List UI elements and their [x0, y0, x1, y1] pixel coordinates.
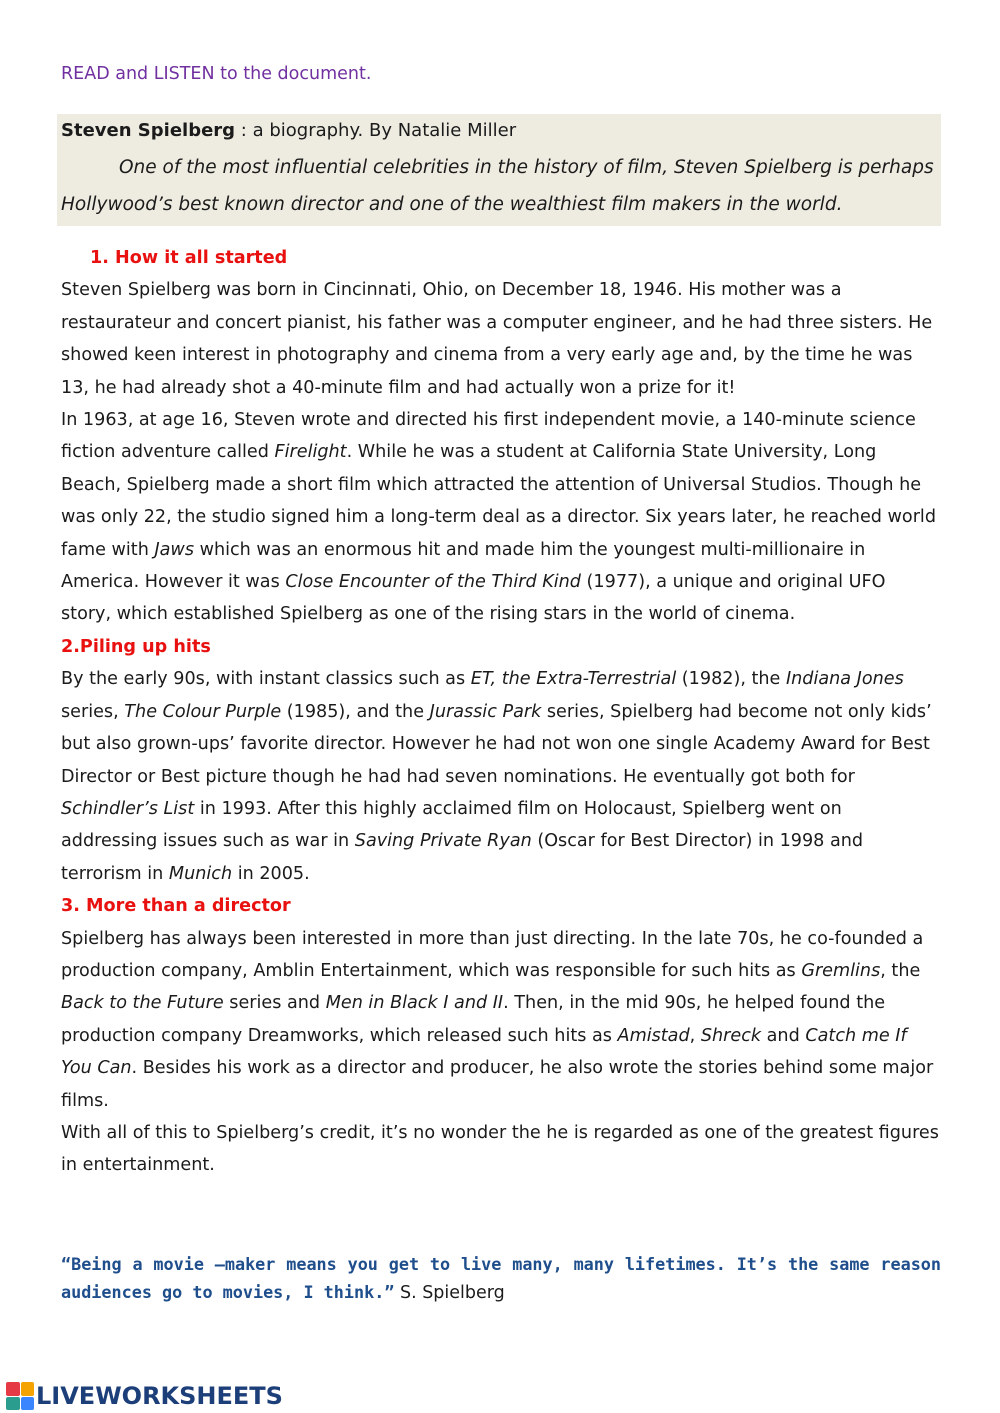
- film-title: Amistad: [617, 1025, 690, 1046]
- film-title: Jaws: [154, 539, 194, 560]
- film-title: Indiana Jones: [785, 669, 904, 690]
- paragraph-birth: Steven Spielberg was born in Cincinnati, Ohio, on December 18, 1946. His mother was a restaurateur and concert pianist, his father was a computer engineer, and he had three sisters. He showed keen interest in photography and cinema from a very early age and, by the time he was 13, he had already shot a 40-minute film and had actually won a prize for it!: [61, 280, 933, 398]
- film-title: Back to the Future: [61, 993, 224, 1014]
- paragraph-conclusion: With all of this to Spielberg’s credit, it’s no wonder the he is regarded as one of the greatest figures in entertainment.: [61, 1122, 939, 1176]
- film-title: Saving Private Ryan: [354, 831, 532, 852]
- paragraph-producer: Spielberg has always been interested in more than just directing. In the late 70s, he co-founded a production company, Amblin Entertainment, which was responsible for such hits as Gremlins, the Back to the Future series and Men in Black I and II. Then, in the mid 90s, he helped found the production company Dreamworks, which released such hits as Amistad, Shreck and Catch me If You Can. Besides his work as a director and producer, he also wrote the stories behind some major films.: [61, 928, 934, 1111]
- film-title: Gremlins: [801, 960, 881, 981]
- byline-rest: : a biography. By Natalie Miller: [240, 120, 517, 141]
- film-title: Catch me If You Can: [61, 1025, 907, 1079]
- section-heading-2: 2.Piling up hits: [61, 636, 211, 657]
- film-title: ET, the Extra-Terrestrial: [470, 669, 677, 690]
- logo-text: LIVEWORKSHEETS: [36, 1382, 283, 1410]
- film-title: The Colour Purple: [124, 701, 282, 722]
- liveworksheets-logo: [6, 1379, 283, 1413]
- film-title: Jurassic Park: [429, 701, 542, 722]
- film-title: Men in Black I and II: [325, 993, 504, 1014]
- subject-name: Steven Spielberg: [61, 120, 236, 141]
- instruction-text: READ and LISTEN to the document.: [61, 64, 372, 84]
- intro-summary: One of the most influential celebrities in the history of film, Steven Spielberg is perhaps Hollywood’s best known director and one of the wealthiest film makers in the world.: [61, 157, 934, 215]
- film-title: Shreck: [700, 1025, 762, 1046]
- section-heading-1: 1. How it all started: [90, 248, 288, 268]
- film-title: Schindler’s List: [61, 798, 195, 819]
- quote: [61, 1250, 941, 1307]
- paragraph-early-career: In 1963, at age 16, Steven wrote and directed his first independent movie, a 140-minute science fiction adventure called Firelight. While he was a student at California State University, Long Beach, Spielberg made a short film which attracted the attention of Universal Studios. Though he was only 22, the studio signed him a long-term deal as a director. Six years later, he reached world fame with Jaws which was an enormous hit and made him the youngest multi-millionaire in America. However it was Close Encounter of the Third Kind (1977), a unique and original UFO story, which established Spielberg as one of the rising stars in the world of cinema.: [61, 410, 936, 625]
- film-title: Firelight: [274, 442, 347, 463]
- section-heading-3: 3. More than a director: [61, 896, 291, 917]
- quote-text: “Being a movie –maker means you get to live many, many lifetimes. It’s the same reason audiences go to movies, I think.”: [61, 1254, 941, 1302]
- quote-author: S. Spielberg: [394, 1283, 505, 1303]
- logo-mark-icon: [6, 1382, 34, 1410]
- paragraph-hits: By the early 90s, with instant classics such as ET, the Extra-Terrestrial (1982), the Indiana Jones series, The Colour Purple (1985), and the Jurassic Park series, Spielberg had become not only kids’ but also grown-ups’ favorite director. However he had not won one single Academy Award for Best Director or Best picture though he had had seven nominations. He eventually got both for Schindler’s List in 1993. After this highly acclaimed film on Holocaust, Spielberg went on addressing issues such as war in Saving Private Ryan (Oscar for Best Director) in 1998 and terrorism in Munich in 2005.: [61, 669, 932, 884]
- article-body: [61, 242, 941, 1182]
- intro-box: [57, 114, 941, 226]
- byline: [61, 118, 516, 144]
- film-title: Munich: [168, 863, 233, 884]
- film-title: Close Encounter of the Third Kind: [285, 572, 581, 593]
